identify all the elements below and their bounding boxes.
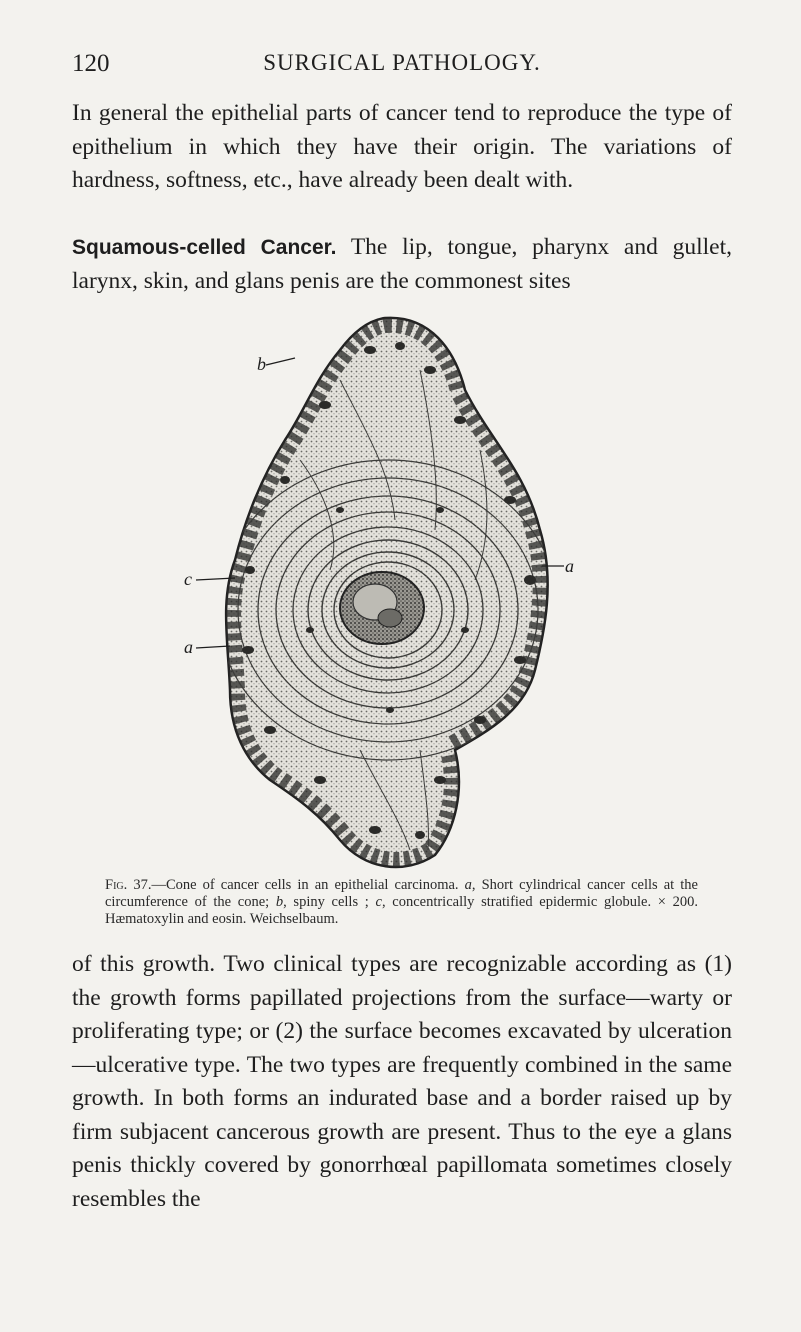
leader-a-left xyxy=(196,646,230,648)
label-b: b xyxy=(257,354,266,374)
label-a-right: a xyxy=(565,556,574,576)
caption-part-1: —Cone of cancer cells in an epithelial carcinoma. xyxy=(151,877,465,893)
label-c: c xyxy=(184,569,192,589)
paragraph-1: In general the epithelial parts of cancer tend to reproduce the type of epithelium in which they have their origin. The variations of hardness, softness, etc., have already been dealt with. xyxy=(72,100,732,193)
paragraph-2 xyxy=(72,231,732,298)
caption-part-4: , concentrically stratified epidermic globule. × 200. Hæmatoxylin and eosin. Weichselbaum. xyxy=(105,894,698,927)
caption-part-3: , spiny cells ; xyxy=(283,894,376,910)
figure-caption xyxy=(105,877,698,928)
running-head: SURGICAL PATHOLOGY. xyxy=(263,50,541,75)
caption-a: a xyxy=(464,877,472,893)
cancer-cone xyxy=(218,318,558,867)
paragraph-2-text: The lip, tongue, pharynx and gullet, larynx, skin, and glans penis are the commonest sites xyxy=(72,234,732,294)
label-a-left: a xyxy=(184,637,193,657)
page-number: 120 xyxy=(72,50,110,77)
caption-b: b xyxy=(275,894,284,910)
central-globule xyxy=(340,572,424,644)
caption-figure-label: Fig. 37. xyxy=(105,877,152,893)
caption-part-2: , Short cylindrical cancer cells at the circumference of the cone; xyxy=(105,877,698,910)
leader-b xyxy=(266,358,295,365)
section-heading: Squamous-celled Cancer. xyxy=(72,236,337,259)
paragraph-3: of this growth. Two clinical types are recognizable according as (1) the growth forms papillated projections from the surface—warty or proliferating type; or (2) the surface becomes excavated by ulceration—ulcerative type. The two types are frequently combined in the same growth. In both forms an indurated base and a border raised up by firm subjacent cancerous growth are present. Thus to the eye a glans penis thickly covered by gonorrhœal papillomata sometimes closely resembles the xyxy=(72,951,732,1212)
page-header xyxy=(72,50,732,84)
figure-37-illustration xyxy=(184,310,600,875)
histology-drawing xyxy=(184,310,600,875)
caption-c: c xyxy=(375,894,382,910)
